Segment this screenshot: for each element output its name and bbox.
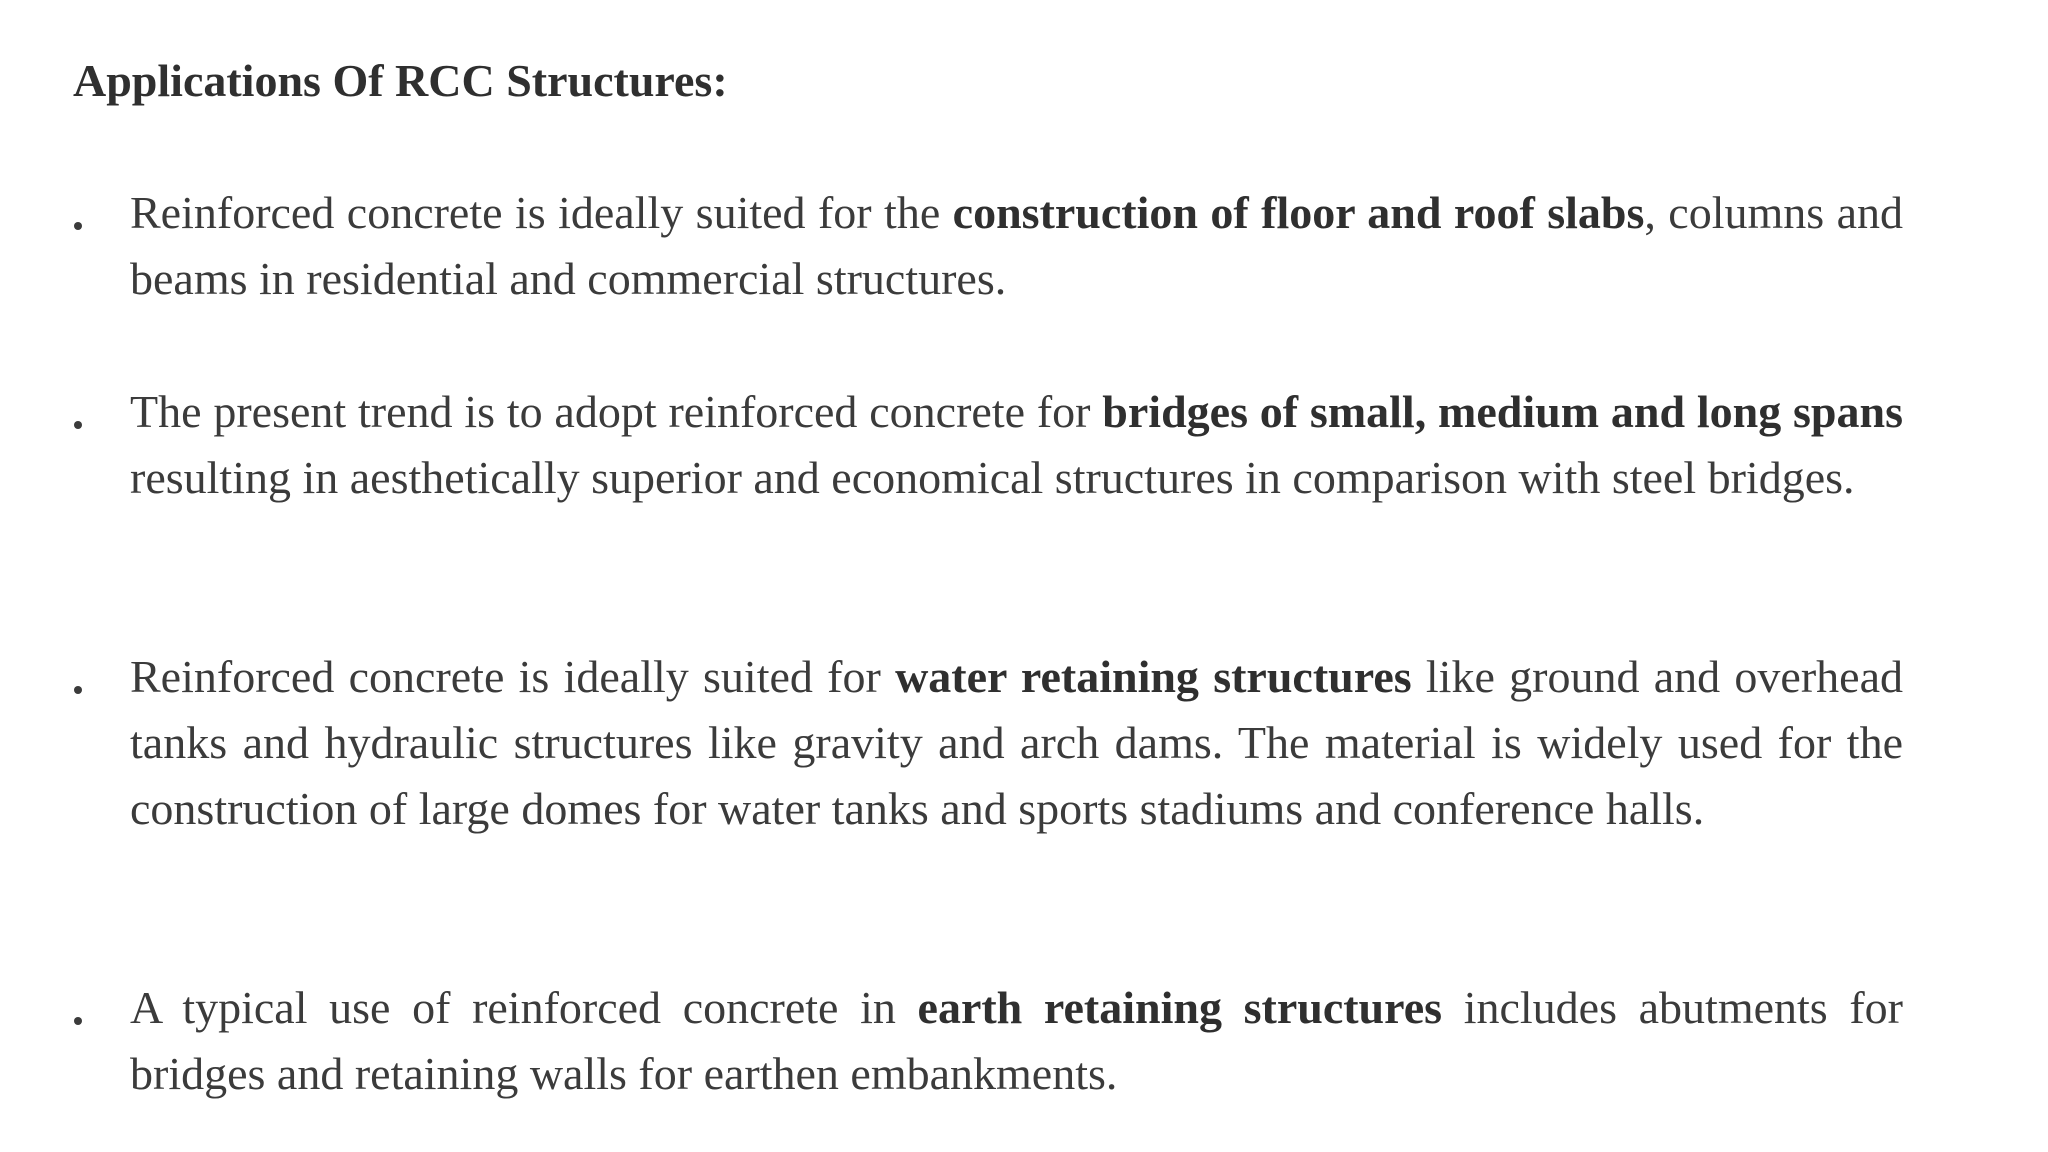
text-segment: includes abutments for bridges and retaining walls for earthen embankments. <box>130 982 1903 1099</box>
bold-text-segment: earth retaining structures <box>917 982 1443 1033</box>
bold-text-segment: water retaining structures <box>895 651 1412 702</box>
list-item-text <box>130 975 1903 1107</box>
text-segment: Reinforced concrete is ideally suited for the <box>130 187 953 238</box>
bullet-dot-icon <box>74 222 82 230</box>
text-segment: resulting in aesthetically superior and economical structures in comparison with steel bridges. <box>130 452 1855 503</box>
bullet-dot-icon <box>74 686 82 694</box>
bold-text-segment: bridges of small, medium and long spans <box>1102 386 1903 437</box>
text-segment: A typical use of reinforced concrete in <box>130 982 918 1033</box>
text-segment: like ground and overhead tanks and hydraulic structures like gravity and arch dams. The material is widely used for the construction of large domes for water tanks and sports stadiums and conference halls. <box>130 651 1903 834</box>
text-segment: , columns and beams in residential and commercial structures. <box>130 187 1904 304</box>
bullet-dot-icon <box>74 1017 82 1025</box>
list-item-text <box>130 644 1903 842</box>
list-item-text <box>130 379 1903 511</box>
text-segment: The present trend is to adopt reinforced concrete for <box>130 386 1103 437</box>
text-segment: Reinforced concrete is ideally suited for <box>130 651 896 702</box>
list-item-text <box>130 180 1903 312</box>
bold-text-segment: construction of floor and roof slabs <box>952 187 1645 238</box>
page-heading: Applications Of RCC Structures: <box>73 55 728 106</box>
bullet-dot-icon <box>74 421 82 429</box>
